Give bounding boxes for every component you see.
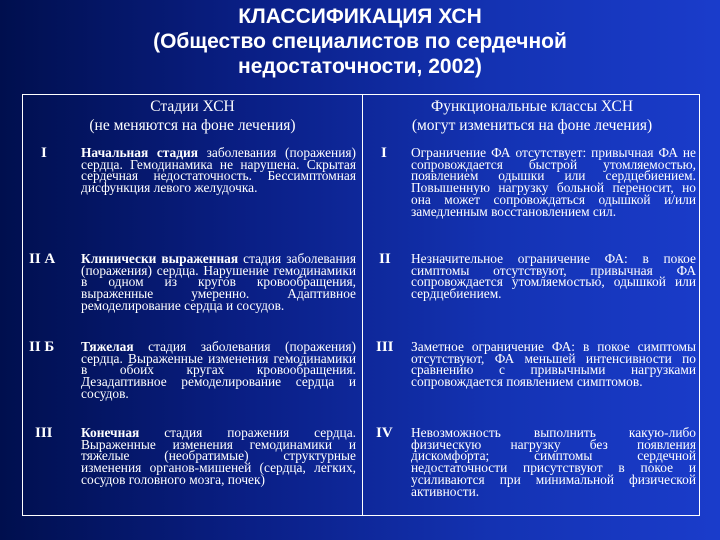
stage-text: стадия заболевания (поражения) сердца. Выраженные изменения гемодинамики в обоих кругах кровообращения. Дезадаптивное ремоделирование сердца и сосудов. [81,339,356,401]
class-number: I [381,145,387,161]
class-description: Невозможность выполнить какую-либо физическую нагрузку без появления дискомфорта; симптомы сердечной недостаточности присутствуют в покое и усиливаются при минимальной физической активности. [411,425,696,499]
class-description: Незначительное ограничение ФА: в покое симптомы отсутствуют, привычная ФА сопровождается утомляемостью, одышкой или сердцебиением. [411,251,696,302]
class-description: Заметное ограничение ФА: в покое симптомы отсутствуют, ФА меньшей интенсивности по сравнению с привычными нагрузками сопровождается появлением симптомов. [411,339,696,390]
stage-number: III [35,425,53,441]
column-divider [362,95,363,515]
stage-description [81,427,356,486]
classes-header-note: (могут измениться на фоне лечения) [411,117,653,134]
stage-number: I [41,145,47,161]
title-line-3: недостаточности, 2002) [238,55,482,78]
title-line-2: (Общество специалистов по сердечной [153,30,567,53]
title-line-1: КЛАССИФИКАЦИЯ ХСН [238,5,482,28]
class-description: Ограничение ФА отсутствует: привычная ФА не сопровождается быстрой утомляемостью, появлением одышки или сердцебиением. Повышенную нагрузку больной переносит, но она может сопровождаться одышкой и/или замедленным восстановлением сил. [411,145,696,219]
stage-description [81,341,356,400]
stage-text: стадия поражения сердца. Выраженные изменения гемодинамики и тяжелые (необратимые) структурные изменения органов-мишеней (сердца, легких, сосудов головного мозга, почек) [81,425,356,487]
slide-title [0,4,720,79]
stage-term: Тяжелая [81,339,134,354]
class-number: IV [376,425,393,441]
class-number: III [376,339,394,355]
stage-text: стадия заболевания (поражения) сердца. Нарушение гемодинамики в одном из кругов кровообращения, выраженные умеренно. Адаптивное ремоделирование сердца и сосудов. [81,251,356,313]
classes-header-title: Функциональные классы ХСН [430,98,634,115]
stage-text: заболевания (поражения) сердца. Гемодинамика не нарушена. Скрытая сердечная недостаточность. Бессимптомная дисфункция левого желудочка. [81,145,356,196]
class-number: II [379,251,391,267]
stage-term: Конечная [81,425,140,440]
stage-number: II А [29,251,56,267]
stages-header-title: Стадии ХСН [150,98,235,115]
classification-table [22,94,700,516]
stages-column-header [27,97,358,135]
stage-term: Начальная стадия [81,145,198,160]
stage-description [81,253,356,312]
stages-header-note: (не меняются на фоне лечения) [89,117,296,134]
stage-term: Клинически выраженная [81,251,239,266]
classes-column-header [367,97,697,135]
stage-description [81,147,356,194]
stage-number: II Б [29,339,55,355]
